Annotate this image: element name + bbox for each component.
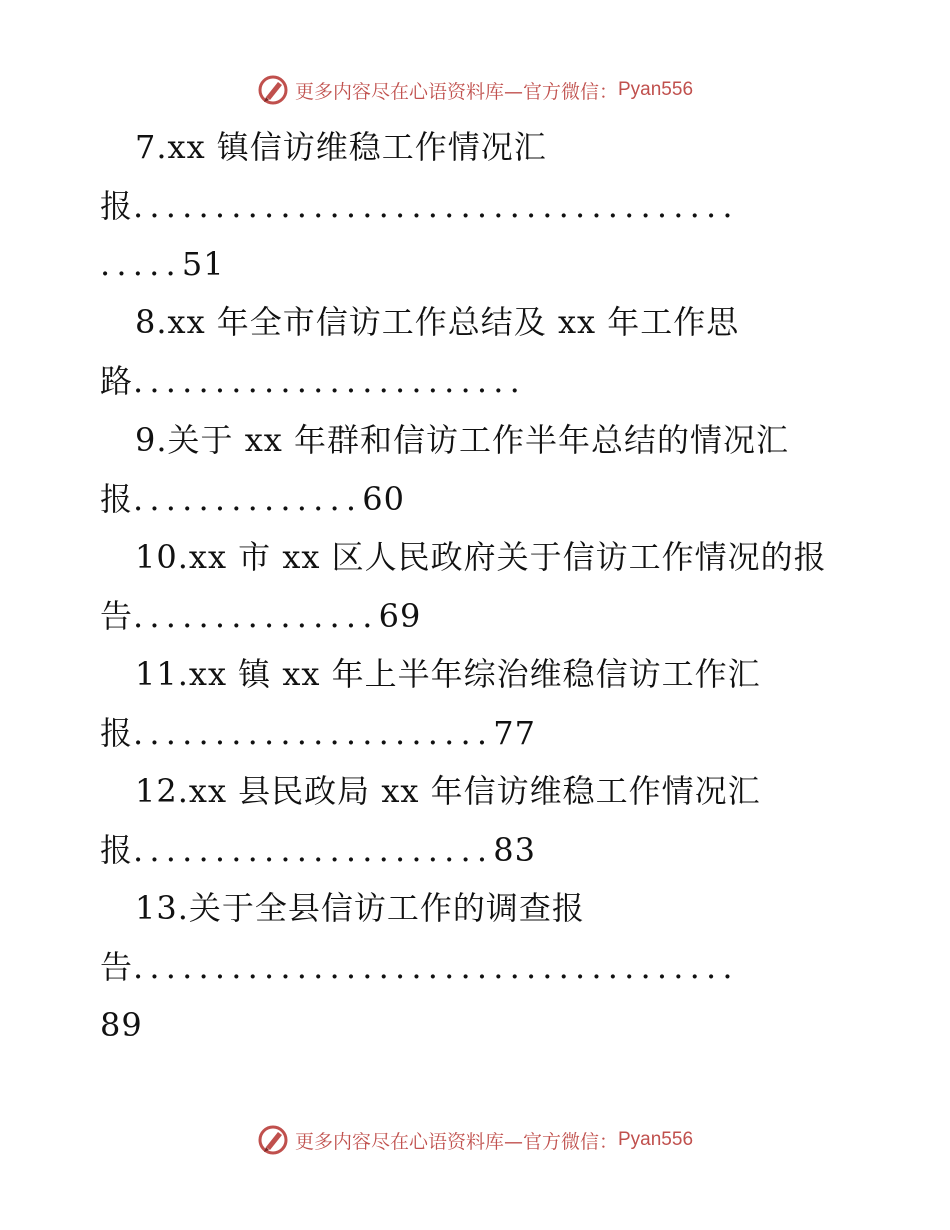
footer-banner: [0, 1120, 950, 1160]
pen-circle-logo-icon: [257, 1124, 289, 1156]
dot-leader: ......................: [133, 831, 494, 869]
toc-entry-leader-cont: [100, 244, 225, 284]
toc-entry-title: 13.关于全县信访工作的调查报: [135, 889, 585, 927]
toc-page-number: 51: [181, 245, 225, 283]
toc-entry-tail: 告: [100, 597, 134, 635]
toc-page-number: 83: [493, 831, 536, 869]
dot-leader: .....................................: [133, 948, 739, 986]
banner-text: 更多内容尽在心语资料库—官方微信：: [294, 80, 618, 103]
dot-leader: ...............: [133, 597, 379, 635]
banner-wechat-id: Pyan556: [618, 79, 694, 100]
header-banner: [0, 70, 950, 110]
toc-entry-tail: 报: [100, 480, 134, 518]
toc-entry-leader: [100, 596, 421, 636]
toc-entry-leader: [100, 713, 536, 753]
dot-leader: ......................: [133, 714, 494, 752]
toc-entry-tail: 报: [100, 714, 134, 752]
dot-leader: .....................................: [133, 187, 739, 225]
pen-circle-logo-icon: [257, 74, 289, 106]
toc-entry-title: 9.关于 xx 年群和信访工作半年总结的情况汇: [135, 421, 789, 459]
toc-entry-title: 10.xx 市 xx 区人民政府关于信访工作情况的报: [135, 538, 827, 576]
toc-entry-leader: [100, 361, 526, 401]
toc-page-number: 77: [493, 714, 536, 752]
dot-leader: ..............: [133, 480, 363, 518]
toc-entry-tail: 报: [100, 831, 134, 869]
toc-entry-leader: [100, 830, 536, 870]
banner-wechat-id: Pyan556: [618, 1129, 694, 1150]
toc-entry-title: 7.xx 镇信访维稳工作情况汇: [135, 128, 547, 166]
toc-entry-leader: [100, 947, 739, 987]
toc-entry-leader: [100, 186, 739, 226]
toc-entry-title: 8.xx 年全市信访工作总结及 xx 年工作思: [135, 303, 740, 341]
dot-leader: ........................: [133, 362, 526, 400]
dot-leader: .....: [100, 245, 182, 283]
toc-entry-tail: 报: [100, 187, 134, 225]
toc-page-number-line: [100, 1005, 143, 1045]
toc-entry-tail: 告: [100, 948, 134, 986]
toc-page-number: 69: [378, 597, 422, 635]
toc-entry-title: 12.xx 县民政局 xx 年信访维稳工作情况汇: [135, 772, 761, 810]
banner-text: 更多内容尽在心语资料库—官方微信：: [294, 1130, 618, 1153]
toc-page-number: 89: [100, 1006, 143, 1044]
toc-entry-title: 11.xx 镇 xx 年上半年综治维稳信访工作汇: [135, 655, 761, 693]
toc-page-number: 60: [362, 480, 405, 518]
toc-entry-tail: 路: [100, 362, 134, 400]
toc-entry-leader: [100, 479, 405, 519]
